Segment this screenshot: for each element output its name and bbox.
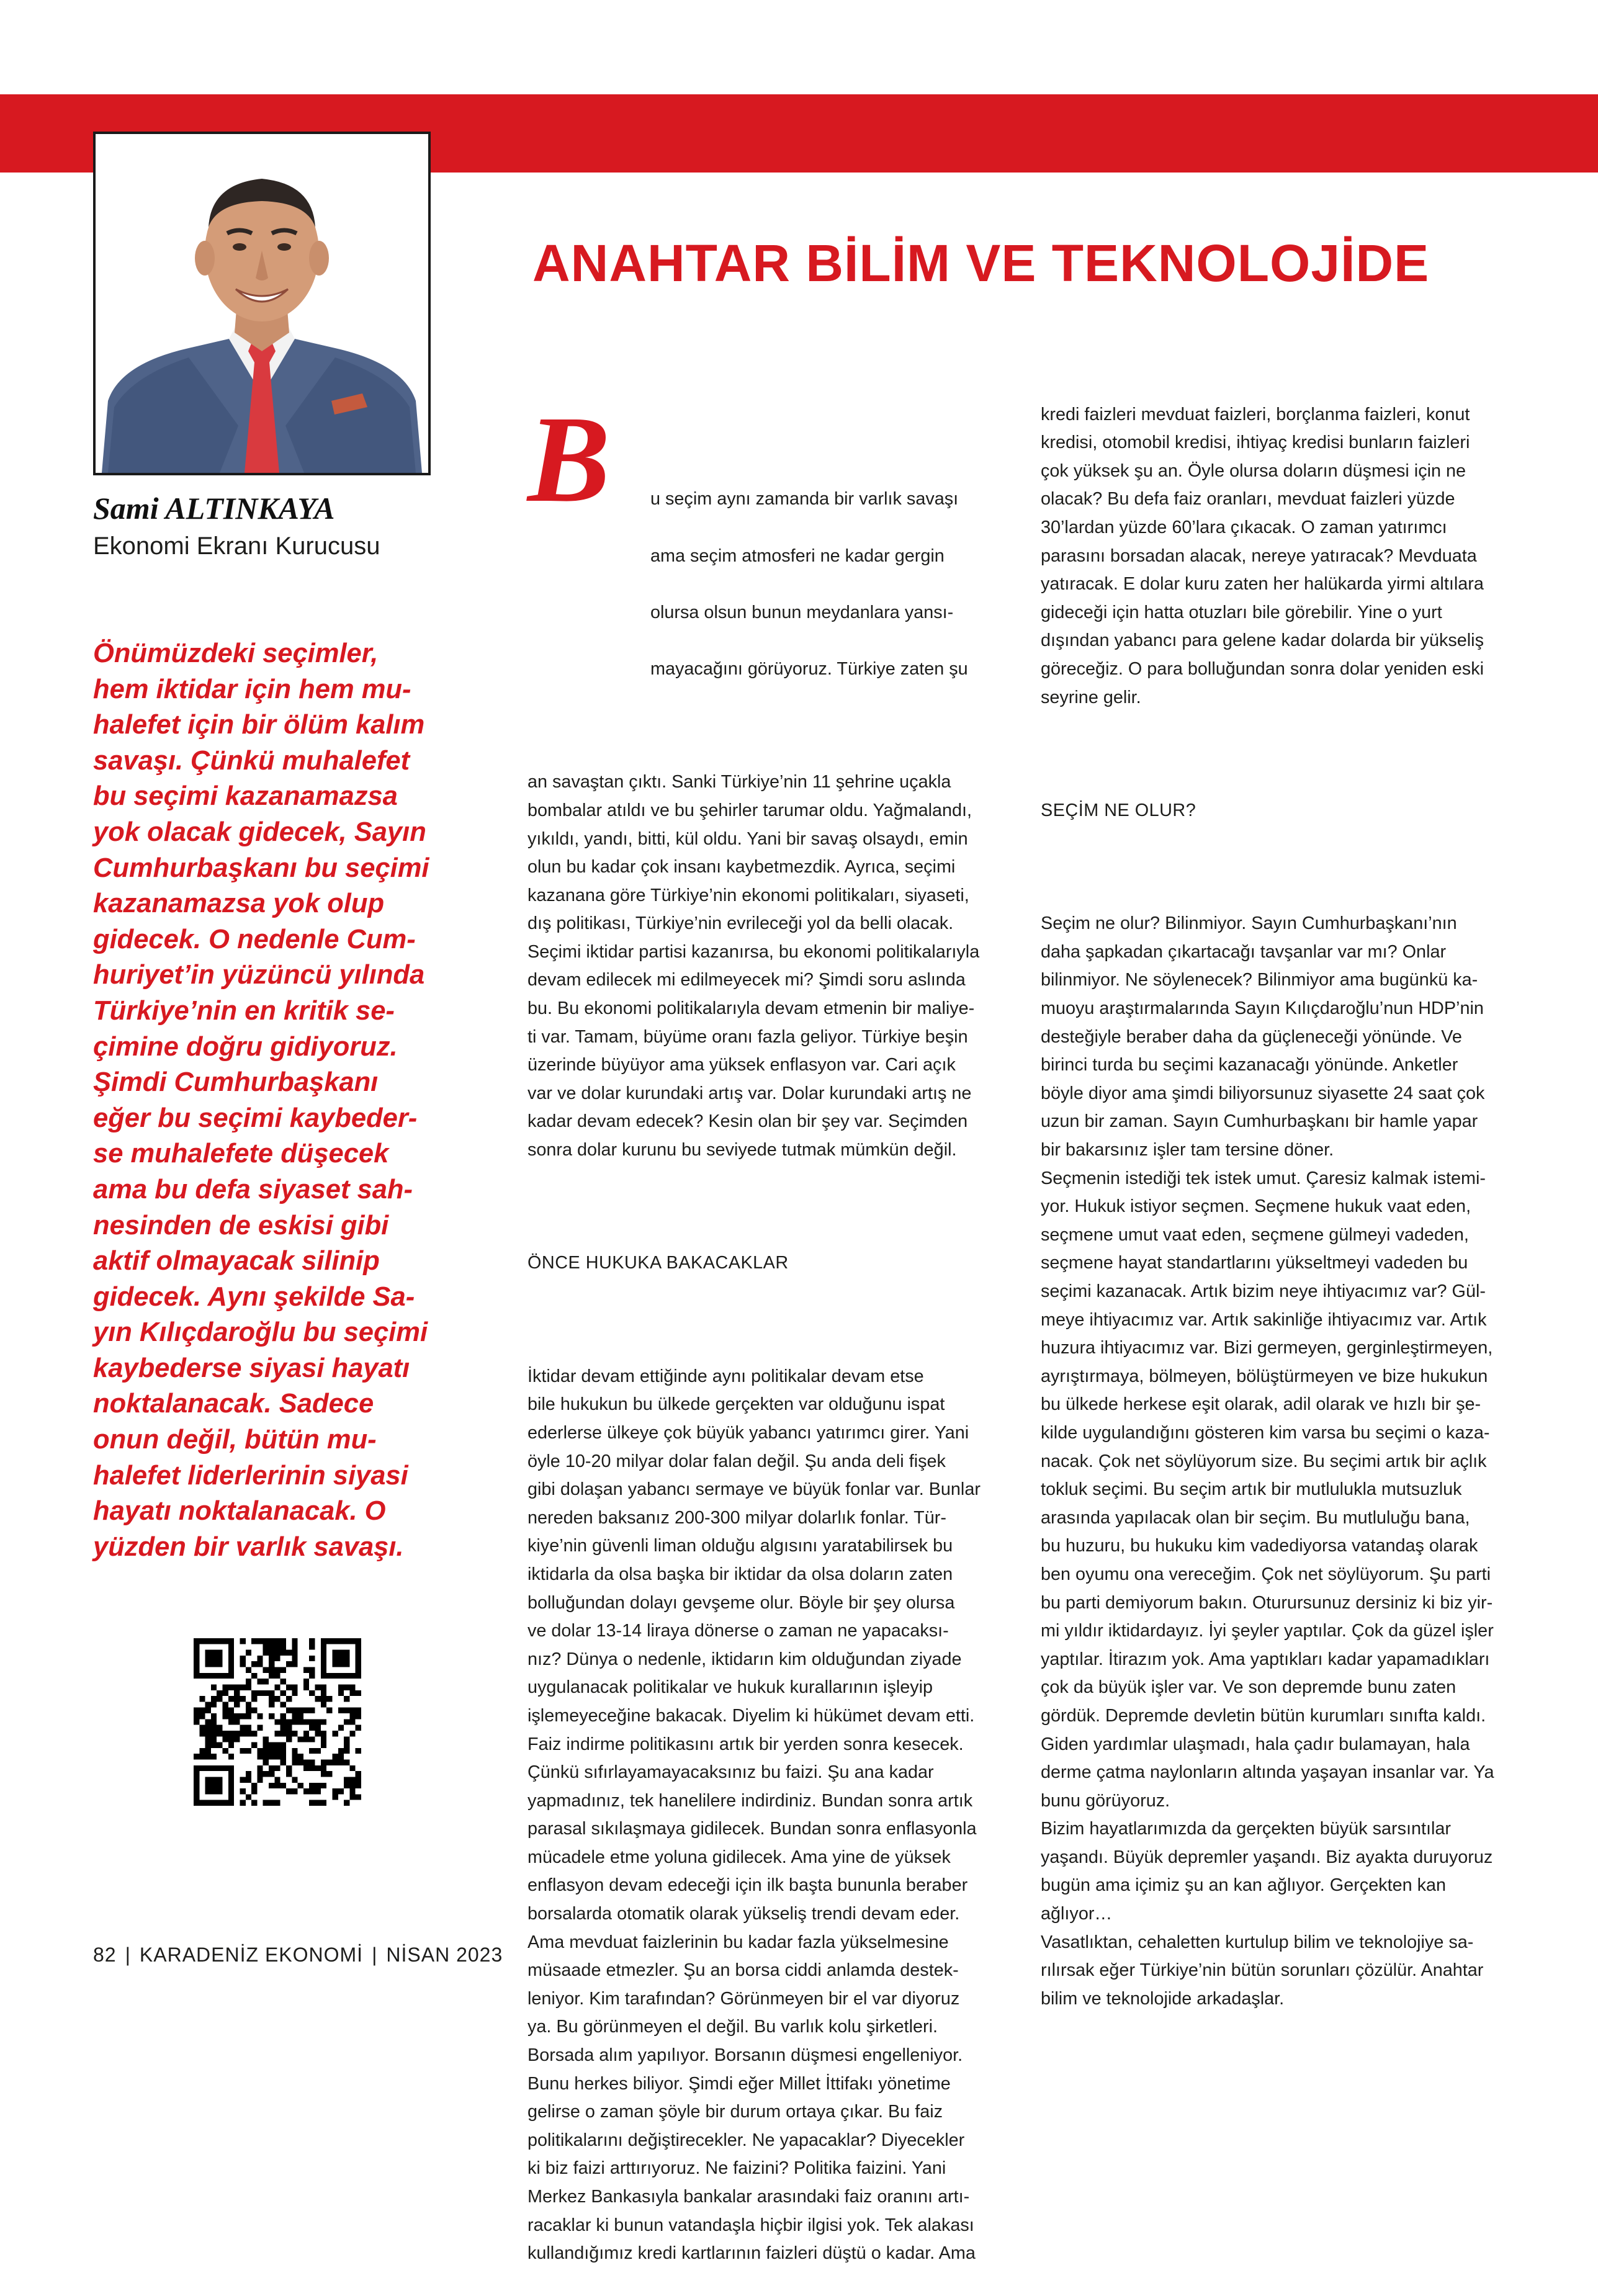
article-column-1 — [527, 372, 1015, 2296]
qr-code-icon[interactable] — [194, 1638, 361, 1806]
footer-separator: | — [372, 1944, 378, 1966]
page-number: 82 — [93, 1944, 117, 1966]
article-column-2 — [1041, 372, 1528, 2042]
issue-date: NİSAN 2023 — [386, 1944, 503, 1966]
author-photo — [93, 132, 431, 475]
body-paragraph: İktidar devam ettiğinde aynı politikalar devam etse bile hukukun bu ülkede gerçekten var olduğunu ispat ederlerse ülkeye çok büyük yabancı yatırımcı girer. Yani öyle 10-20 milyar dolar falan değil. Şu anda deli fişek gibi dolaşan yabancı sermaye ve büyük fonlar var. Bunlar nereden baksanız 200-300 milyar dolarlık fonlar. Tür- kiye’nin güvenli liman olduğu algısını yaratabilirsek bu iktidarla da olsa başka bir iktidar da olsa doların zaten bolluğundan dolayı gevşeme olur. Böyle bir şey olursa ve dolar 13-14 liraya dönerse o zaman ne yapacaksı- nız? Dünya o nedenle, iktidarın kim olduğundan ziyade uygulanacak politikalar ve hukuk kurallarının işleyip işlemeyeceğine bakacak. Diyelim ki hükümet devam etti. Faiz indirme politikasını artık bir yerden sonra kesecek. Çünkü sıfırlayamayacaksınız bu faizi. Şu ana kadar yapmadınız, tek hanelilere indirdiniz. Bundan sonra artık parasal sıkılaşmaya gidilecek. Bundan sonra enflasyonla mücadele etme yoluna gidilecek. Ama yine de yüksek enflasyon devam edeceği için ilk başta bununla beraber borsalarda otomatik olarak yükseliş trendi devam eder. Ama mevduat faizlerinin bu kadar fazla yükselmesine müsaade etmezler. Şu an borsa ciddi anlamda destek- leniyor. Kim tarafından? Görünmeyen bir el var diyoruz ya. Bu görünmeyen el değil. Bu varlık kolu şirketleri. Borsada alım yapılıyor. Borsanın düşmesi engelleniyor. Bunu herkes biliyor. Şimdi eğer Millet İttifakı yönetime gelirse o zaman şöyle bir durum ortaya çıkar. Bu faiz politikalarını değiştirecekler. Ne yapacaklar? Diyecekler ki biz faizi arttırıyoruz. Ne faizini? Politika faizini. Yani Merkez Bankasıyla bankalar arasındaki faiz oranını artı- racaklar ki bunun vatandaşla hiçbir ilgisi yok. Tek alakası kullandığımız kredi kartlarının faizleri düştü o kadar. Ama — [527, 1366, 981, 2264]
intro-line: olursa olsun bunun meydanlara yansı- — [650, 602, 954, 622]
author-name: Sami ALTINKAYA — [93, 491, 335, 526]
body-paragraph: an savaştan çıktı. Sanki Türkiye’nin 11 şehrine uçakla bombalar atıldı ve bu şehirler tarumar oldu. Yağmalandı, yıkıldı, yandı, bitti, kül oldu. Yani bir savaş olsaydı, emin olun bu kadar çok insanı kaybetmezdik. Ayrıca, seçimi kazanana göre Türkiye’nin ekonomi politikaları, siyaseti, dış politikası, Türkiye’nin evrileceği yol da belli olacak. Seçimi iktidar partisi kazanırsa, bu ekonomi politikalarıyla devam edilecek mi edilmeyecek mi? Şimdi soru aslında bu. Bu ekonomi politikalarıyla devam etmenin bir maliye- ti var. Tamam, büyüme oranı fazla geliyor. Türkiye beşin üzerinde büyüyor ama yüksek enflasyon var. Cari açık var ve dolar kurundaki artış var. Dolar kurundaki artış ne kadar devam edecek? Kesin olan bir şey var. Seçimden sonra dolar kurunu bu seviyede tutmak mümkün değil. — [527, 772, 980, 1160]
article-headline: ANAHTAR BİLİM VE TEKNOLOJİDE — [532, 234, 1430, 292]
intro-block — [527, 390, 1015, 740]
author-role: Ekonomi Ekranı Kurucusu — [93, 532, 380, 560]
intro-line: ama seçim atmosferi ne kadar gergin — [650, 545, 945, 566]
intro-line: mayacağını görüyoruz. Türkiye zaten şu — [650, 658, 968, 679]
drop-cap: B — [527, 390, 611, 528]
section-heading: SEÇİM NE OLUR? — [1041, 800, 1196, 820]
section-heading: ÖNCE HUKUKA BAKACAKLAR — [527, 1253, 789, 1273]
footer-separator: | — [125, 1944, 131, 1966]
page-footer — [93, 1944, 503, 1966]
magazine-name: KARADENİZ EKONOMİ — [139, 1944, 364, 1966]
intro-line: u seçim aynı zamanda bir varlık savaşı — [650, 489, 959, 509]
body-paragraph: Seçim ne olur? Bilinmiyor. Sayın Cumhurbaşkanı’nın daha şapkadan çıkartacağı tavşanlar var mı? Onlar bilinmiyor. Ne söylenecek? Bilinmiyor ama bugünkü ka- muoyu araştırmalarında Sayın Kılıçdaroğlu’nun HDP’nin desteğiyle beraber daha da güçleneceği yönünde. Ve birinci turda bu seçimi kazanacağı yönünde. Anketler böyle diyor ama şimdi biliyorsunuz siyasette 24 saat çok uzun bir zaman. Sayın Cumhurbaşkanı bir hamle yapar bir bakarsınız işler tam tersine döner. Seçmenin istediği tek istek umut. Çaresiz kalmak istemi- yor. Hukuk istiyor seçmen. Seçmene hukuk vaat eden, seçmene umut vaat eden, seçmene gülmeyi vadeden, seçmene hayat standartlarını yükseltmeyi vadeden bu seçimi kazanacak. Artık bizim neye ihtiyacımız var? Gül- meye ihtiyacımız var. Artık sakinliğe ihtiyacımız var. Artık huzura ihtiyacımız var. Bizi germeyen, gerginleştirmeyen, ayrıştırmaya, bölmeyen, bölüştürmeyen ve bize hukukun bu ülkede herkese eşit olarak, adil olarak ve hızlı bir şe- kilde uygulandığını gösteren kim varsa bu seçimi o kaza- nacak. Çok net söylüyorum size. Bu seçimi artık bir açlık tokluk seçimi. Bu seçim artık bir mutlulukla mutsuzluk arasında yapılacak olan bir seçim. Bu mutluluğu bana, bu huzuru, bu hukuku kim vadediyorsa vatandaş olarak ben oyumu ona vereceğim. Çok net söylüyorum. Şu parti bu parti demiyorum bakın. Oturursunuz dersiniz ki biz yir- mi yıldır iktidardayız. İyi şeyler yaptılar. Çok da güzel işler yaptılar. İtirazım yok. Ama yaptıkları kadar yapamadıkları çok da büyük işler var. Ve son depremde bunu zaten gördük. Depremde devletin bütün kurumları sınıfta kaldı. Giden yardımlar ulaşmadı, hala çadır bulamayan, hala derme çatma naylonların altında yaşayan insanlar var. Ya bunu görüyoruz. Bizim hayatlarımızda da gerçekten büyük sarsıntılar yaşandı. Büyük depremler yaşandı. Biz ayakta duruyoruz bugün ama içimiz şu an kan ağlıyor. Gerçekten kan ağlıyor… Vasatlıktan, cehaletten kurtulup bilim ve teknolojiye sa- rılırsak eğer Türkiye’nin bütün sorunları çözülür. Anahtar bilim ve teknolojide arkadaşlar. — [1041, 913, 1494, 2009]
pull-quote: Önümüzdeki seçimler, hem iktidar için hem mu- halefet için bir ölüm kalım savaşı. Çünkü muhalefet bu seçimi kazanamazsa yok olacak gidecek, Sayın Cumhurbaşkanı bu seçimi kazanamazsa yok olup gidecek. O nedenle Cum- huriyet’in yüzüncü yılında Türkiye’nin en kritik se- çimine doğru gidiyoruz. Şimdi Cumhurbaşkanı eğer bu seçimi kaybeder- se muhalefete düşecek ama bu defa siyaset sah- nesinden de eskisi gibi aktif olmayacak silinip gidecek. Aynı şekilde Sa- yın Kılıçdaroğlu bu seçimi kaybederse siyasi hayatı noktalanacak. Sadece onun değil, bütün mu- halefet liderlerinin siyasi hayatı noktalanacak. O yüzden bir varlık savaşı. — [93, 639, 429, 1562]
body-paragraph: kredi faizleri mevduat faizleri, borçlanma faizleri, konut kredisi, otomobil kredisi, ihtiyaç kredisi bunların faizleri çok yüksek şu an. Öyle olursa doların düşmesi için ne olacak? Bu defa faiz oranları, mevduat faizleri yüzde 30’lardan yüzde 60’lara çıkacak. O zaman yatırımcı parasını borsadan alacak, nereye yatıracak? Mevduata yatıracak. E dolar kuru zaten her halükarda yirmi altılara gideceği için hatta otuzları bile görebilir. Yine o yurt dışından yabancı para gelene kadar dolarda bir yükseliş göreceğiz. O para bolluğundan sonra dolar yeniden eski seyrine gelir. — [1041, 404, 1484, 707]
